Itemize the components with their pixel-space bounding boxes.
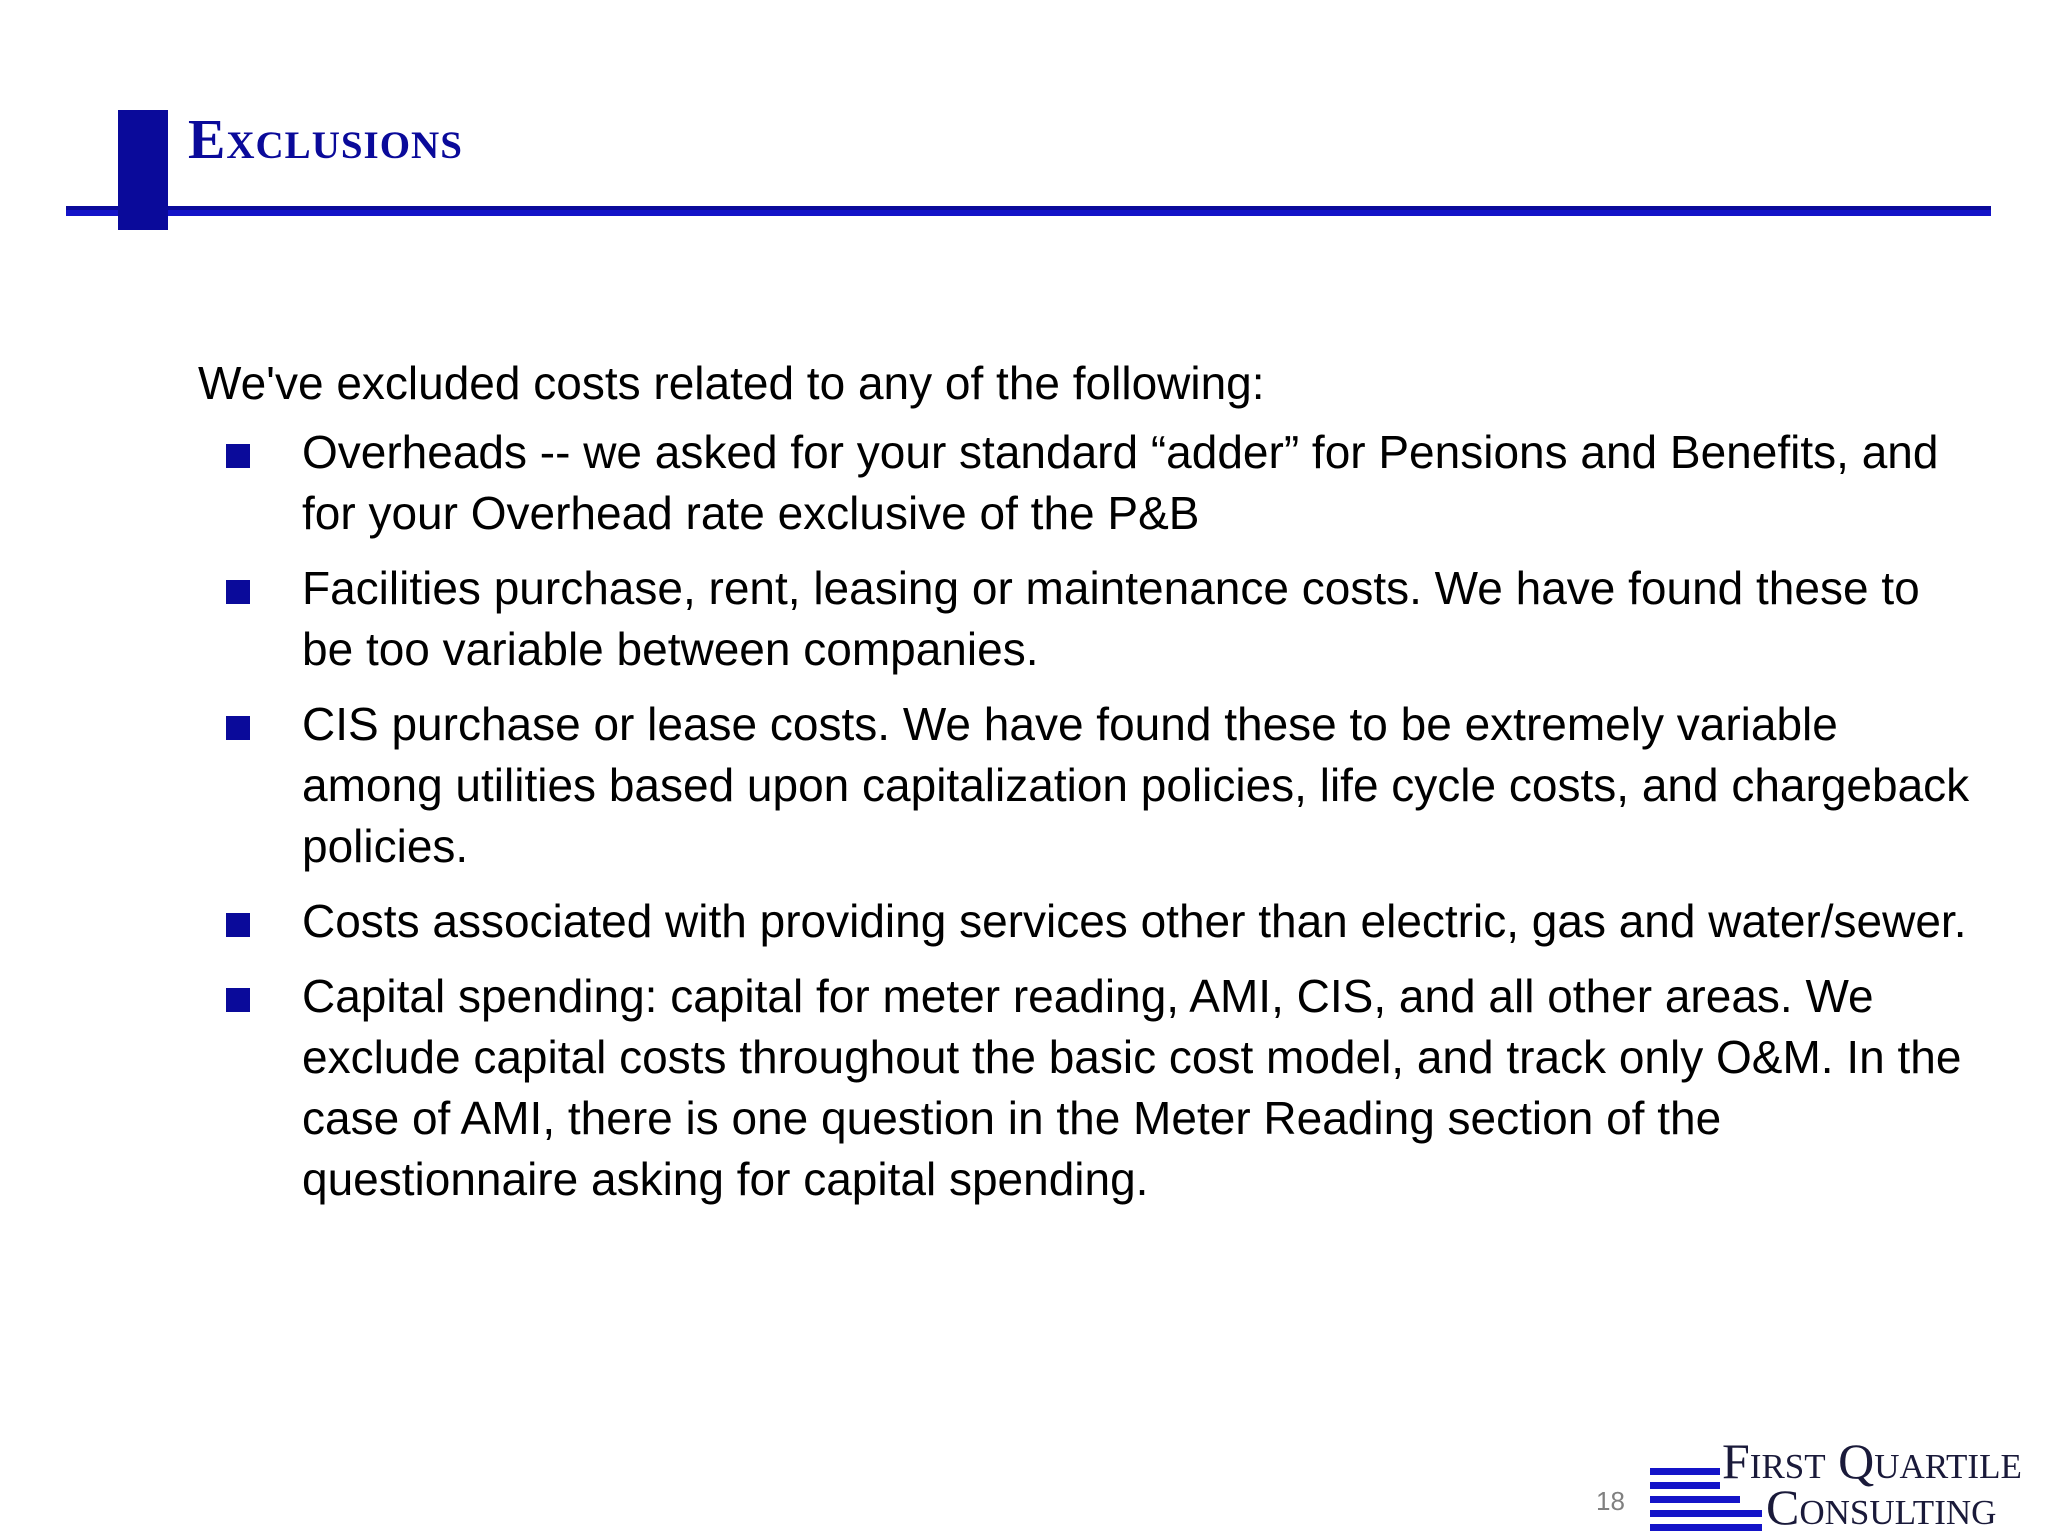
- bullet-text: Costs associated with providing services other than electric, gas and water/sewer.: [302, 895, 1967, 947]
- bullet-text: Overheads -- we asked for your standard “adder” for Pensions and Benefits, and for your Overhead rate exclusive of the P&B: [302, 426, 1939, 539]
- square-bullet-icon: [226, 913, 250, 937]
- square-bullet-icon: [226, 988, 250, 1012]
- slide-title: Exclusions: [188, 109, 463, 171]
- logo-stripe: [1650, 1468, 1720, 1475]
- square-bullet-icon: [226, 580, 250, 604]
- bullet-list: [198, 422, 1978, 1210]
- bullet-text: Capital spending: capital for meter reading, AMI, CIS, and all other areas. We exclude capital costs throughout the basic cost model, and track only O&M. In the case of AMI, there is one question in the Meter Reading section of the questionnaire asking for capital spending.: [302, 970, 1962, 1205]
- bullet-item-cis: [198, 694, 1978, 877]
- title-accent-block: [118, 110, 168, 230]
- square-bullet-icon: [226, 444, 250, 468]
- logo-stripe: [1650, 1510, 1762, 1517]
- logo-text-first-quartile: First Quartile: [1722, 1433, 2022, 1489]
- slide-content: [198, 352, 1978, 1224]
- logo-stripe: [1650, 1482, 1720, 1489]
- logo-stripe: [1650, 1496, 1740, 1503]
- bullet-text: CIS purchase or lease costs. We have found these to be extremely variable among utilities based upon capitalization policies, life cycle costs, and chargeback policies.: [302, 698, 1970, 872]
- bullet-text: Facilities purchase, rent, leasing or maintenance costs. We have found these to be too variable between companies.: [302, 562, 1920, 675]
- logo-stripe: [1650, 1524, 1762, 1531]
- square-bullet-icon: [226, 716, 250, 740]
- bullet-item-capital: [198, 966, 1978, 1210]
- bullet-item-overheads: [198, 422, 1978, 544]
- title-underline-shadow: [66, 206, 1991, 210]
- bullet-item-facilities: [198, 558, 1978, 680]
- intro-text: We've excluded costs related to any of the following:: [198, 357, 1265, 409]
- company-logo: [1648, 1430, 2048, 1535]
- page-number: 18: [1596, 1486, 1625, 1516]
- logo-text-consulting: Consulting: [1766, 1479, 1997, 1535]
- bullet-item-other-services: [198, 891, 1978, 952]
